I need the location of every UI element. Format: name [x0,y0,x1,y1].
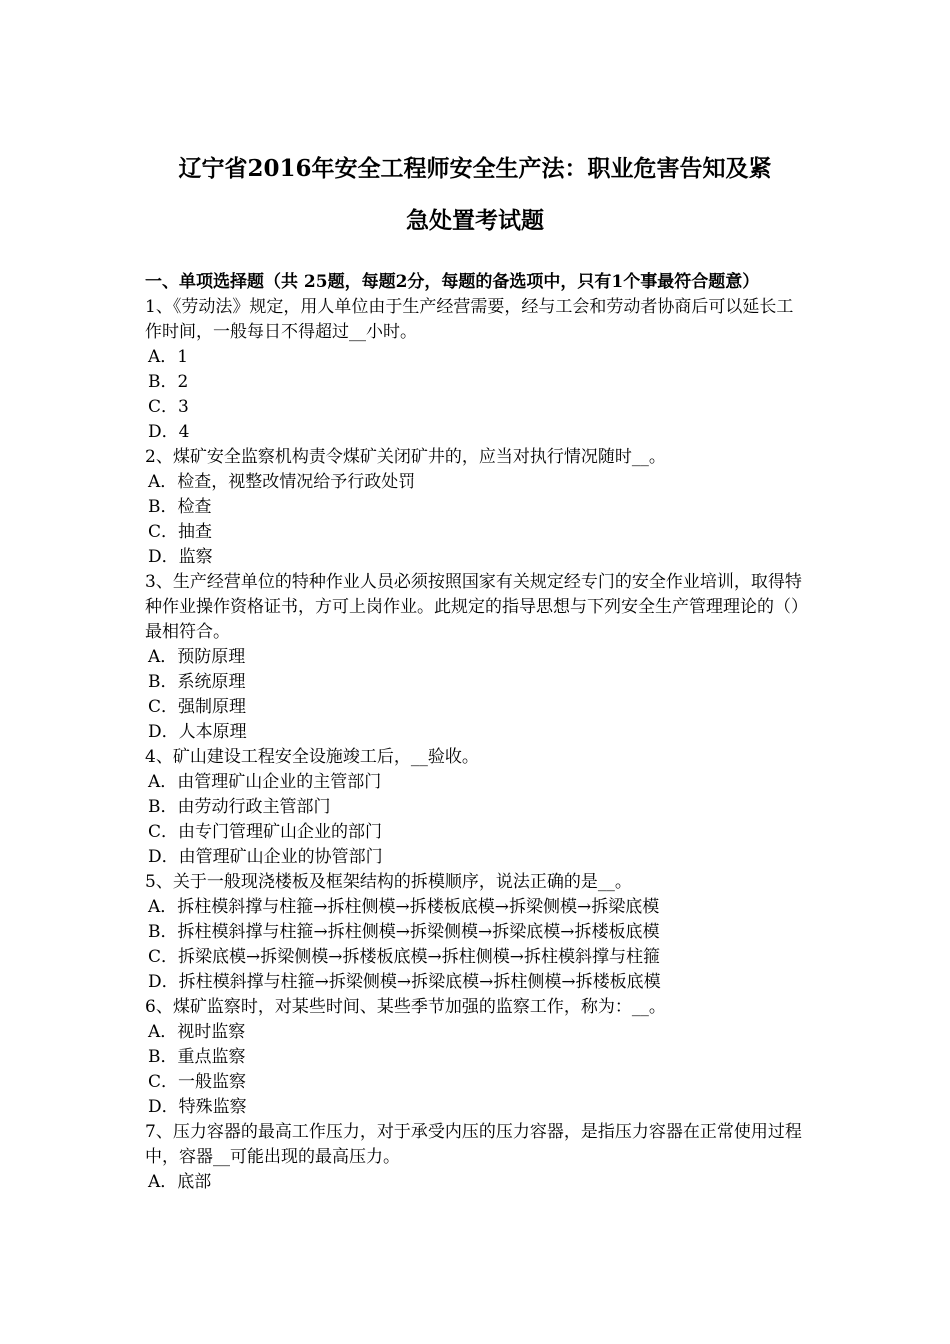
option-text: 由专门管理矿山企业的部门 [178,822,383,842]
answer-option [145,520,810,545]
option-letter: C． [148,522,179,542]
answer-option [145,945,810,970]
question-4 [145,745,810,870]
question-stem: 1、《劳动法》规定，用人单位由于生产经营需要，经与工会和劳动者协商后可以延长工作时间，一般每日不得超过__小时。 [145,297,794,342]
option-letter: B． [148,372,178,392]
option-text: 1 [177,347,189,367]
option-text: 拆柱模斜撑与柱箍→拆梁侧模→拆梁底模→拆柱侧模→拆楼板底模 [178,972,661,992]
option-letter: C． [148,947,179,967]
section-heading: 一、单项选择题（共 25题，每题2分，每题的备选项中，只有1个事最符合题意） [145,272,760,292]
answer-option [145,370,810,395]
answer-option [145,1070,810,1095]
answer-option [145,795,810,820]
title-line-2: 急处置考试题 [406,207,544,234]
option-letter: C． [148,397,179,417]
option-letter: A． [148,647,178,667]
option-letter: D． [148,1097,179,1117]
option-text: 4 [178,422,190,442]
answer-option [145,1020,810,1045]
question-stem: 6、煤矿监察时，对某些时间、某些季节加强的监察工作，称为：__。 [145,997,666,1017]
question-stem: 2、煤矿安全监察机构责令煤矿关闭矿井的，应当对执行情况随时__。 [145,447,666,467]
option-text: 检查，视整改情况给予行政处罚 [177,472,416,492]
option-text: 强制原理 [178,697,247,717]
option-text: 底部 [177,1172,212,1192]
option-letter: A． [148,897,178,917]
option-text: 重点监察 [177,1047,246,1067]
question-stem: 4、矿山建设工程安全设施竣工后，__验收。 [145,747,479,767]
answer-option [145,845,810,870]
answer-option [145,695,810,720]
answer-option [145,545,810,570]
question-6 [145,995,810,1120]
answer-option [145,720,810,745]
answer-option [145,1170,810,1195]
option-letter: D． [148,722,179,742]
question-1 [145,295,810,445]
answer-option [145,645,810,670]
option-text: 预防原理 [177,647,246,667]
option-letter: B． [148,797,178,817]
answer-option [145,495,810,520]
option-text: 由管理矿山企业的主管部门 [177,772,382,792]
option-letter: A． [148,472,178,492]
answer-option [145,920,810,945]
option-letter: B． [148,922,178,942]
option-text: 由管理矿山企业的协管部门 [178,847,383,867]
answer-option [145,895,810,920]
question-list [145,295,810,1195]
question-2 [145,445,810,570]
option-letter: D． [148,422,179,442]
option-text: 2 [177,372,189,392]
option-letter: D． [148,547,179,567]
option-letter: A． [148,1022,178,1042]
option-text: 一般监察 [178,1072,247,1092]
option-text: 系统原理 [177,672,246,692]
option-text: 由劳动行政主管部门 [177,797,331,817]
answer-option [145,345,810,370]
answer-option [145,670,810,695]
question-stem: 7、压力容器的最高工作压力，对于承受内压的压力容器，是指压力容器在正常使用过程中，容器__可能出现的最高压力。 [145,1122,802,1167]
answer-option [145,470,810,495]
option-text: 特殊监察 [178,1097,247,1117]
option-letter: A． [148,772,178,792]
option-text: 拆梁底模→拆梁侧模→拆楼板底模→拆柱侧模→拆柱模斜撑与柱箍 [178,947,660,967]
title-line-1: 辽宁省2016年安全工程师安全生产法：职业危害告知及紧 [178,155,772,182]
option-letter: A． [148,1172,178,1192]
option-letter: C． [148,1072,179,1092]
option-letter: D． [148,847,179,867]
question-stem: 5、关于一般现浇楼板及框架结构的拆模顺序，说法正确的是__。 [145,872,632,892]
answer-option [145,1095,810,1120]
option-text: 拆柱模斜撑与柱箍→拆柱侧模→拆楼板底模→拆梁侧模→拆梁底模 [177,897,660,917]
option-text: 监察 [178,547,213,567]
answer-option [145,1045,810,1070]
option-letter: B． [148,497,178,517]
option-letter: C． [148,697,179,717]
option-text: 人本原理 [178,722,247,742]
answer-option [145,395,810,420]
document-title [120,143,830,247]
option-letter: B． [148,672,178,692]
option-text: 3 [178,397,189,417]
option-text: 检查 [177,497,212,517]
option-letter: A． [148,347,178,367]
question-5 [145,870,810,995]
option-letter: C． [148,822,179,842]
option-text: 视时监察 [177,1022,246,1042]
answer-option [145,820,810,845]
answer-option [145,970,810,995]
option-letter: B． [148,1047,178,1067]
question-3 [145,570,810,745]
question-7 [145,1120,810,1195]
option-text: 拆柱模斜撑与柱箍→拆柱侧模→拆梁侧模→拆梁底模→拆楼板底模 [177,922,660,942]
answer-option [145,420,810,445]
answer-option [145,770,810,795]
question-stem: 3、生产经营单位的特种作业人员必须按照国家有关规定经专门的安全作业培训，取得特种作业操作资格证书，方可上岗作业。此规定的指导思想与下列安全生产管理理论的（）最相符合。 [145,572,808,642]
option-text: 抽查 [178,522,213,542]
document-body [145,270,810,1195]
option-letter: D． [148,972,179,992]
